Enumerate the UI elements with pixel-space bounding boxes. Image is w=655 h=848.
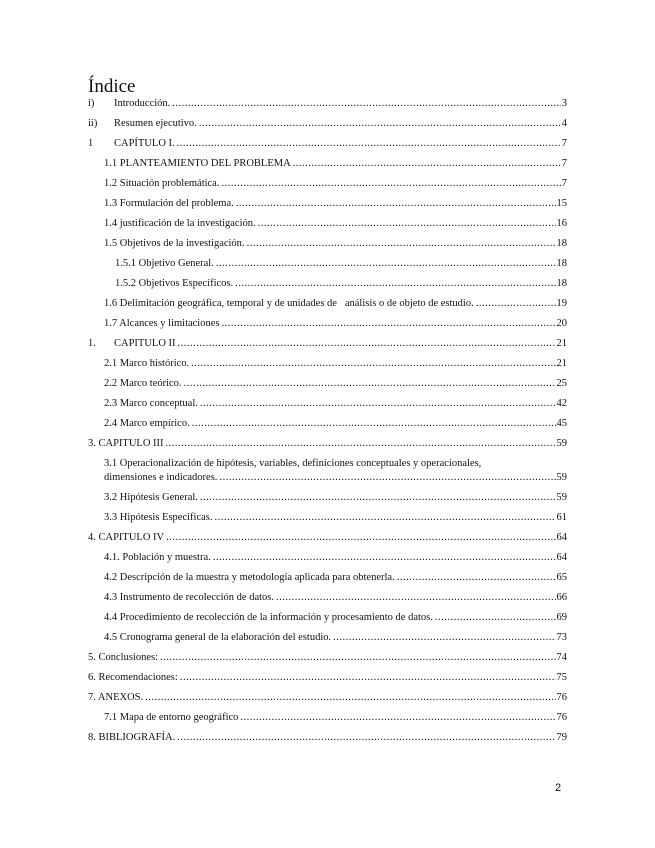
toc-entry-number: i): [88, 98, 95, 109]
toc-entry-label: CAPITULO II: [114, 338, 176, 349]
toc-entry[interactable]: [104, 611, 567, 625]
toc-entry[interactable]: [88, 97, 567, 111]
dot-leader: [175, 137, 561, 151]
toc-entry[interactable]: [115, 257, 567, 271]
dot-leader: [433, 611, 556, 625]
dot-leader: [234, 197, 556, 211]
toc-entry-label: 8. BIBLIOGRAFÍA.: [88, 732, 176, 743]
toc-entry-label: 3. CAPITULO III: [88, 438, 164, 449]
toc-entry-label: 4.3 Instrumento de recolección de datos.: [104, 592, 274, 603]
dot-leader: [233, 277, 555, 291]
toc-entry-page: 42: [556, 398, 567, 409]
toc-entry-label: 2.1 Marco histórico.: [104, 358, 190, 369]
toc-entry[interactable]: [88, 137, 567, 151]
toc-entry-label: 1.3 Formulación del problema.: [104, 198, 234, 209]
toc-entry-label: dimensiones e indicadores.: [104, 472, 218, 483]
toc-entry-label: 1.5.2 Objetivos Específicos.: [115, 278, 234, 289]
dot-leader: [474, 297, 556, 311]
toc-entry-page: 59: [556, 472, 567, 483]
toc-entry-label: 6. Recomendaciones:: [88, 672, 178, 683]
toc-entry-label: 1.1 PLANTEAMIENTO DEL PROBLEMA: [104, 158, 291, 169]
toc-entry[interactable]: [104, 417, 567, 431]
toc-entry-page: 76: [556, 712, 567, 723]
toc-entry[interactable]: [104, 217, 567, 231]
toc-entry-label: 4.4 Procedimiento de recolección de la información y procesamiento de datos.: [104, 612, 433, 623]
toc-entry-page: 19: [556, 298, 567, 309]
toc-entry[interactable]: [104, 711, 567, 725]
toc-entry-page: 18: [556, 238, 567, 249]
toc-entry-page: 66: [556, 592, 567, 603]
dot-leader: [245, 237, 556, 251]
toc-entry-page: 18: [556, 278, 567, 289]
toc-entry-label: 2.4 Marco empírico.: [104, 418, 190, 429]
toc-entry-page: 7: [561, 138, 567, 149]
toc-entry-label: 5. Conclusiones:: [88, 652, 158, 663]
toc-entry-label: 4.5 Cronograma general de la elaboración del estudio.: [104, 632, 332, 643]
toc-entry-label: 1.2 Situación problemática.: [104, 178, 220, 189]
toc-entry-page: 45: [556, 418, 567, 429]
dot-leader: [219, 177, 560, 191]
toc-entry-page: 7: [561, 158, 567, 169]
dot-leader: [190, 417, 556, 431]
toc-entry[interactable]: [104, 157, 567, 171]
toc-entry-page: 75: [556, 672, 567, 683]
dot-leader: [274, 591, 556, 605]
page-number: 2: [555, 782, 562, 794]
dot-leader: [175, 731, 555, 745]
dot-leader: [219, 317, 555, 331]
dot-leader: [256, 217, 556, 231]
toc-entry[interactable]: [88, 117, 567, 131]
toc-entry-page: 59: [556, 438, 567, 449]
toc-entry-number: 1.: [88, 338, 96, 349]
toc-entry[interactable]: [88, 437, 567, 451]
toc-entry-page: 16: [556, 218, 567, 229]
toc-entry-label: 2.2 Marco teórico.: [104, 378, 182, 389]
toc-entry-number: 1: [88, 138, 94, 149]
toc-entry-label: 2.3 Marco conceptual.: [104, 398, 198, 409]
toc-entry[interactable]: [104, 571, 567, 585]
dot-leader: [182, 377, 556, 391]
toc-entry-label: 1.7 Alcances y limitaciones: [104, 318, 220, 329]
dot-leader: [217, 471, 555, 485]
toc-entry-page: 59: [556, 492, 567, 503]
dot-leader: [158, 651, 556, 665]
toc-entry[interactable]: [104, 357, 567, 371]
toc-entry[interactable]: [88, 531, 567, 545]
toc-entry[interactable]: [104, 317, 567, 331]
dot-leader: [176, 337, 556, 351]
toc-entry-label: 4.1. Población y muestra.: [104, 552, 211, 563]
page-title: Índice: [88, 76, 136, 97]
dot-leader: [164, 437, 556, 451]
toc-entry[interactable]: [104, 457, 567, 485]
dot-leader: [395, 571, 556, 585]
dot-leader: [331, 631, 555, 645]
toc-entry-page: 3: [561, 98, 567, 109]
toc-entry[interactable]: [88, 671, 567, 685]
dot-leader: [214, 257, 556, 271]
toc-entry[interactable]: [104, 491, 567, 505]
toc-entry-label: 1.5 Objetivos de la investigación.: [104, 238, 245, 249]
toc-entry[interactable]: [104, 197, 567, 211]
toc-entry[interactable]: [104, 551, 567, 565]
toc-entry-page: 64: [556, 532, 567, 543]
dot-leader: [198, 491, 556, 505]
dot-leader: [291, 157, 561, 171]
dot-leader: [198, 397, 556, 411]
dot-leader: [170, 97, 560, 111]
dot-leader: [178, 671, 556, 685]
toc-entry-page: 74: [556, 652, 567, 663]
toc-entry-page: 18: [556, 258, 567, 269]
dot-leader: [143, 691, 555, 705]
toc-entry[interactable]: [88, 731, 567, 745]
toc-entry[interactable]: [104, 397, 567, 411]
toc-entry-label: 1.4 justificación de la investigación.: [104, 218, 256, 229]
toc-entry-page: 21: [556, 338, 567, 349]
toc-entry-label: CAPÍTULO I.: [114, 138, 175, 149]
toc-entry-label: 3.3 Hipótesis Especificas.: [104, 512, 213, 523]
toc-entry-label: 4.2 Descripción de la muestra y metodología aplicada para obtenerla.: [104, 572, 395, 583]
toc-entry-page: 79: [556, 732, 567, 743]
toc-entry-page: 69: [556, 612, 567, 623]
toc-entry[interactable]: [115, 277, 567, 291]
toc-entry[interactable]: [104, 177, 567, 191]
toc-entry[interactable]: [104, 237, 567, 251]
toc-entry-label: 1.5.1 Objetivo General.: [115, 258, 214, 269]
toc-entry-page: 20: [556, 318, 567, 329]
toc-entry-label: 3.2 Hipótesis General.: [104, 492, 198, 503]
toc-entry-page: 7: [561, 178, 567, 189]
toc-entry[interactable]: [104, 631, 567, 645]
dot-leader: [212, 511, 555, 525]
toc-entry-label: 7.1 Mapa de entorno geográfico: [104, 712, 239, 723]
toc-entry-page: 25: [556, 378, 567, 389]
toc-entry-label: Resumen ejecutivo.: [114, 118, 197, 129]
toc-entry[interactable]: [104, 591, 567, 605]
toc-entry[interactable]: [104, 377, 567, 391]
dot-leader: [211, 551, 556, 565]
toc-entry-label: 7. ANEXOS.: [88, 692, 144, 703]
dot-leader: [164, 531, 555, 545]
toc-entry-label-line1: 3.1 Operacionalización de hipótesis, variables, definiciones conceptuales y operacionales,: [104, 458, 482, 469]
toc-entry[interactable]: [88, 651, 567, 665]
toc-entry-page: 73: [556, 632, 567, 643]
toc-entry-page: 61: [556, 512, 567, 523]
toc-entry-page: 21: [556, 358, 567, 369]
toc-entry-label: 1.6 Delimitación geográfica, temporal y de unidades de análisis o de objeto de estudio.: [104, 298, 474, 309]
toc-entry[interactable]: [104, 297, 567, 311]
dot-leader: [197, 117, 561, 131]
toc-entry-page: 15: [556, 198, 567, 209]
toc-entry-page: 64: [556, 552, 567, 563]
toc-entry[interactable]: [104, 511, 567, 525]
dot-leader: [238, 711, 555, 725]
toc-entry-number: ii): [88, 118, 98, 129]
dot-leader: [189, 357, 555, 371]
toc-entry-page: 4: [561, 118, 567, 129]
toc-entry-page: 65: [556, 572, 567, 583]
toc-entry[interactable]: [88, 691, 567, 705]
toc-entry[interactable]: [88, 337, 567, 351]
toc-entry-page: 76: [556, 692, 567, 703]
toc-entry-label: 4. CAPITULO IV: [88, 532, 165, 543]
toc-entry-label: Introducción.: [114, 98, 171, 109]
